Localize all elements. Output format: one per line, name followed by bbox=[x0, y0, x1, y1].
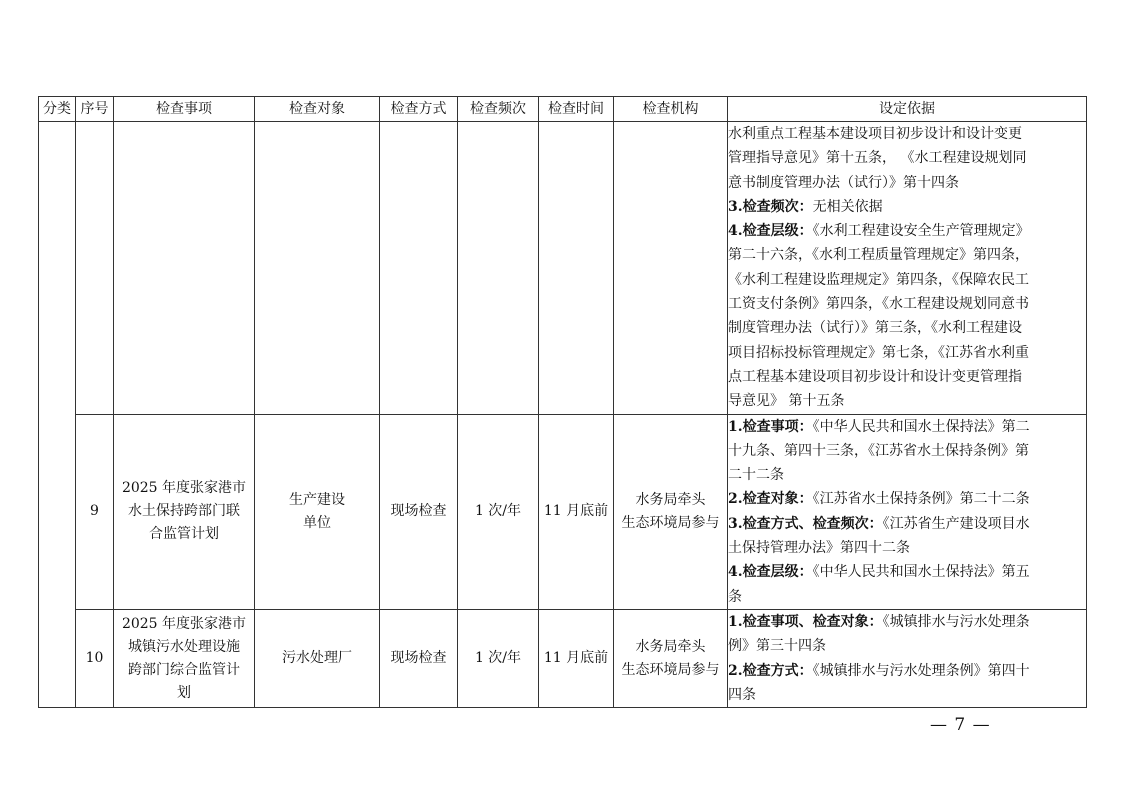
method-cell: 现场检查 bbox=[380, 609, 458, 707]
text-line: 条 bbox=[728, 588, 742, 605]
text-line bbox=[728, 659, 1086, 683]
text-line: 第二十六条，《水利工程质量管理规定》第四条， bbox=[728, 247, 1029, 264]
agency-cell bbox=[614, 609, 728, 707]
text-line bbox=[728, 560, 1086, 584]
text-line bbox=[728, 195, 1086, 219]
clause-label: 1.检查事项、检查对象： bbox=[728, 613, 883, 630]
text-line: 四条 bbox=[728, 686, 756, 703]
text-line: 十九条、第四十三条，《江苏省水土保持条例》第 bbox=[728, 442, 1029, 459]
text-line: 土保持管理办法》第四十二条 bbox=[728, 540, 910, 557]
time-cell: 11 月底前 bbox=[539, 414, 614, 609]
clause-label: 4.检查层级： bbox=[728, 564, 813, 581]
header-inspection-time: 检查时间 bbox=[539, 97, 614, 122]
header-serial-no: 序号 bbox=[76, 97, 114, 122]
page-number: — 7 — bbox=[930, 715, 991, 735]
text-line: 2025 年度张家港市 bbox=[121, 480, 247, 497]
text-line: 生态环境局参与 bbox=[621, 514, 720, 531]
header-inspection-object: 检查对象 bbox=[255, 97, 380, 122]
text-line: 污水处理厂 bbox=[282, 650, 352, 667]
inspection-plan-table bbox=[38, 96, 1087, 708]
text-line: 城镇污水处理设施 bbox=[128, 638, 240, 655]
basis-cell bbox=[728, 122, 1087, 415]
text-line: 制度管理办法（试行）》第三条，《水利工程建设 bbox=[728, 320, 1022, 337]
clause-label: 3.检查频次： bbox=[728, 198, 813, 215]
time-cell bbox=[539, 122, 614, 415]
serial-cell bbox=[76, 122, 114, 415]
text-line: 导意见》 第十五条 bbox=[728, 393, 845, 410]
text-line: 例》第三十四条 bbox=[728, 638, 826, 655]
text-line: 跨部门综合监管计 bbox=[128, 661, 240, 678]
item-cell bbox=[114, 414, 255, 609]
object-cell bbox=[255, 414, 380, 609]
header-inspection-method: 检查方式 bbox=[380, 97, 458, 122]
agency-cell bbox=[614, 122, 728, 415]
text-line: 二十二条 bbox=[728, 467, 784, 484]
header-inspection-agency: 检查机构 bbox=[614, 97, 728, 122]
text-line: 《水利工程建设监理规定》第四条，《保障农民工 bbox=[728, 271, 1029, 288]
clause-text: 《江苏省生产建设项目水 bbox=[882, 515, 1030, 532]
serial-cell: 9 bbox=[76, 414, 114, 609]
method-cell bbox=[380, 122, 458, 415]
text-line: 点工程基本建设项目初步设计和设计变更管理指 bbox=[728, 368, 1022, 385]
agency-cell bbox=[614, 414, 728, 609]
object-cell bbox=[255, 609, 380, 707]
text-line: 水务局牵头 bbox=[635, 638, 706, 655]
table-row-continuation bbox=[39, 122, 1087, 415]
item-cell bbox=[114, 122, 255, 415]
text-line bbox=[728, 512, 1086, 536]
clause-label: 2.检查对象： bbox=[728, 491, 813, 508]
text-line: 划 bbox=[177, 684, 191, 701]
header-inspection-item: 检查事项 bbox=[114, 97, 255, 122]
text-line: 水务局牵头 bbox=[635, 491, 706, 508]
clause-text: 《中华人民共和国水土保持法》第二 bbox=[812, 418, 1030, 435]
item-cell bbox=[114, 609, 255, 707]
text-line: 生产建设 bbox=[289, 491, 345, 508]
header-legal-basis: 设定依据 bbox=[728, 97, 1087, 122]
basis-cell bbox=[728, 609, 1087, 707]
clause-text: 无相关依据 bbox=[812, 198, 883, 215]
text-line: 水利重点工程基本建设项目初步设计和设计变更 bbox=[728, 126, 1022, 142]
time-cell: 11 月底前 bbox=[539, 609, 614, 707]
text-line bbox=[728, 415, 1086, 439]
category-cell bbox=[39, 122, 76, 708]
clause-text: 《中华人民共和国水土保持法》第五 bbox=[812, 564, 1030, 581]
clause-label: 1.检查事项： bbox=[728, 418, 813, 435]
basis-cell bbox=[728, 414, 1087, 609]
table-row bbox=[39, 609, 1087, 707]
table-row bbox=[39, 414, 1087, 609]
frequency-cell bbox=[458, 122, 539, 415]
text-line: 单位 bbox=[303, 514, 331, 531]
clause-label: 2.检查方式： bbox=[728, 662, 813, 679]
text-line: 合监管计划 bbox=[149, 526, 219, 543]
header-category: 分类 bbox=[39, 97, 76, 122]
text-line bbox=[728, 487, 1086, 511]
text-line: 项目招标投标管理规定》第七条，《江苏省水利重 bbox=[728, 344, 1029, 361]
header-row bbox=[39, 97, 1087, 122]
text-line bbox=[728, 610, 1086, 634]
clause-text: 《水利工程建设安全生产管理规定》 bbox=[812, 223, 1030, 240]
text-line: 生态环境局参与 bbox=[621, 661, 720, 678]
method-cell: 现场检查 bbox=[380, 414, 458, 609]
clause-text: 《城镇排水与污水处理条例》第四十 bbox=[812, 662, 1030, 679]
frequency-cell: 1 次/年 bbox=[458, 609, 539, 707]
clause-label: 4.检查层级： bbox=[728, 223, 813, 240]
text-line: 意书制度管理办法（试行）》第十四条 bbox=[728, 174, 959, 191]
text-line: 2025 年度张家港市 bbox=[121, 615, 247, 632]
frequency-cell: 1 次/年 bbox=[458, 414, 539, 609]
text-line bbox=[728, 219, 1086, 243]
text-line: 水土保持跨部门联 bbox=[128, 503, 240, 520]
serial-cell: 10 bbox=[76, 609, 114, 707]
object-cell bbox=[255, 122, 380, 415]
header-inspection-frequency: 检查频次 bbox=[458, 97, 539, 122]
text-line: 工资支付条例》第四条，《水工程建设规划同意书 bbox=[728, 296, 1029, 313]
text-line: 管理指导意见》第十五条， 《水工程建设规划同 bbox=[728, 150, 1027, 167]
clause-text: 《城镇排水与污水处理条 bbox=[882, 613, 1030, 630]
clause-label: 3.检查方式、检查频次： bbox=[728, 515, 883, 532]
clause-text: 《江苏省水土保持条例》第二十二条 bbox=[812, 491, 1030, 508]
